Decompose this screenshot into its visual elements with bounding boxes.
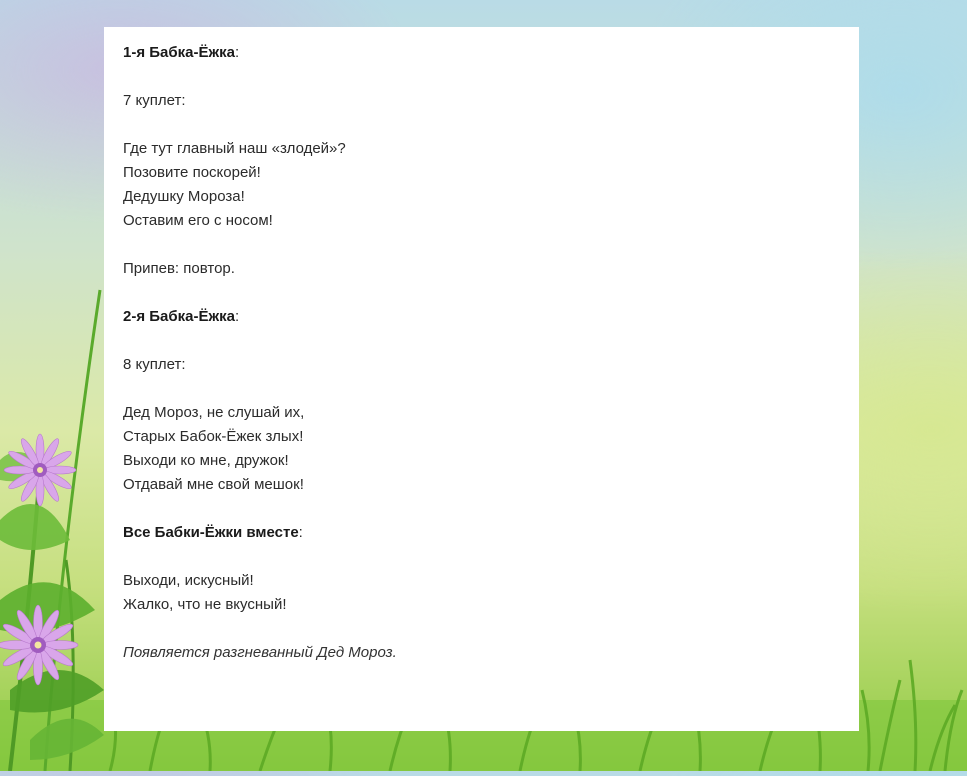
text-line: Припев: повтор. <box>123 260 235 277</box>
text-line: Где тут главный наш «злодей»? <box>123 140 346 157</box>
speaker-name: Все Бабки-Ёжки вместе <box>123 524 299 541</box>
speaker-name: 1-я Бабка-Ёжка <box>123 44 236 61</box>
text-line: Дедушку Мороза! <box>123 188 245 205</box>
stage-direction: Появляется разгневанный Дед Мороз. <box>123 644 397 661</box>
blank-line <box>123 233 859 257</box>
text-line: Выходи ко мне, дружок! <box>123 452 289 469</box>
blank-line <box>123 545 859 569</box>
speaker-line <box>123 305 859 329</box>
speaker-colon: : <box>235 308 240 325</box>
text-line: Позовите поскорей! <box>123 164 261 181</box>
left-plant <box>0 290 104 771</box>
article-card <box>104 27 859 731</box>
blank-line <box>123 497 859 521</box>
speaker-line <box>123 521 859 545</box>
text-line: Дед Мороз, не слушай их, <box>123 404 305 421</box>
text-line: 8 куплет: <box>123 356 186 373</box>
text-line: 7 куплет: <box>123 92 186 109</box>
speaker-name: 2-я Бабка-Ёжка <box>123 308 236 325</box>
blank-line <box>123 113 859 137</box>
text-line: Оставим его с носом! <box>123 212 273 229</box>
text-line: Отдавай мне свой мешок! <box>123 476 304 493</box>
flower-top <box>4 434 76 506</box>
text-line: Выходи, искусный! <box>123 572 254 589</box>
blank-line <box>123 65 859 89</box>
article-body <box>123 41 859 665</box>
speaker-colon: : <box>298 524 303 541</box>
blank-line <box>123 281 859 305</box>
blank-line <box>123 377 859 401</box>
text-line: Старых Бабок-Ёжек злых! <box>123 428 304 445</box>
speaker-colon: : <box>235 44 240 61</box>
blank-line <box>123 329 859 353</box>
blank-line <box>123 617 859 641</box>
text-line: Жалко, что не вкусный! <box>123 596 287 613</box>
speaker-line <box>123 41 859 65</box>
